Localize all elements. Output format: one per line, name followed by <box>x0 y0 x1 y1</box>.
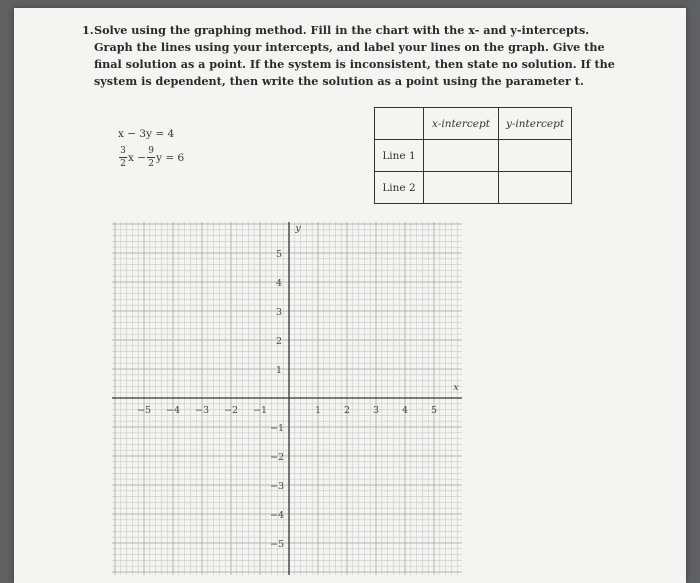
x-axis-label: x <box>453 382 459 393</box>
y-axis-label: y <box>295 223 301 234</box>
y-tick-label: −1 <box>269 423 285 434</box>
fraction-denominator: 2 <box>120 159 126 169</box>
fraction-numerator: 9 <box>148 146 154 156</box>
y-tick-label: 4 <box>275 278 283 289</box>
equation-2-term-y: y = 6 <box>156 151 185 164</box>
y-tick-label: 2 <box>275 336 283 347</box>
x-tick-label: 5 <box>430 405 438 416</box>
problem-text: Solve using the graphing method. Fill in the chart with the x- and y-intercepts. Graph the lines using your intercepts, and label your lines on the graph. Give the final solution as a point. If the system is inconsistent, then state no solution. If the system is dependent, then write the solution as a point using the parameter t. <box>94 23 615 88</box>
y-tick-label: −3 <box>269 481 285 492</box>
table-header-x-intercept: x-intercept <box>424 108 499 140</box>
x-tick-label: −1 <box>252 405 268 416</box>
fraction-denominator: 2 <box>148 159 154 169</box>
equation-1: x − 3y = 4 <box>118 128 175 140</box>
x-tick-label: −4 <box>165 405 181 416</box>
axes <box>112 222 462 575</box>
y-tick-label: −2 <box>269 452 285 463</box>
x-tick-label: −5 <box>136 405 152 416</box>
y-tick-label: −4 <box>269 510 285 521</box>
table-row-label: Line 1 <box>375 140 424 172</box>
equation-2-term-x: x − <box>128 151 147 164</box>
problem-number: 1. <box>82 23 94 37</box>
x-tick-label: −3 <box>194 405 210 416</box>
x-tick-label: 4 <box>401 405 409 416</box>
table-header-y-intercept: y-intercept <box>499 108 572 140</box>
fraction-numerator: 3 <box>120 146 126 156</box>
y-tick-label: 3 <box>275 307 283 318</box>
x-tick-label: 3 <box>372 405 380 416</box>
x-tick-label: −2 <box>223 405 239 416</box>
x-tick-label: 1 <box>314 405 322 416</box>
y-tick-label: −5 <box>269 539 285 550</box>
y-tick-label: 5 <box>275 249 283 260</box>
y-tick-label: 1 <box>275 365 283 376</box>
table-row-label: Line 2 <box>375 172 424 204</box>
x-tick-label: 2 <box>343 405 351 416</box>
